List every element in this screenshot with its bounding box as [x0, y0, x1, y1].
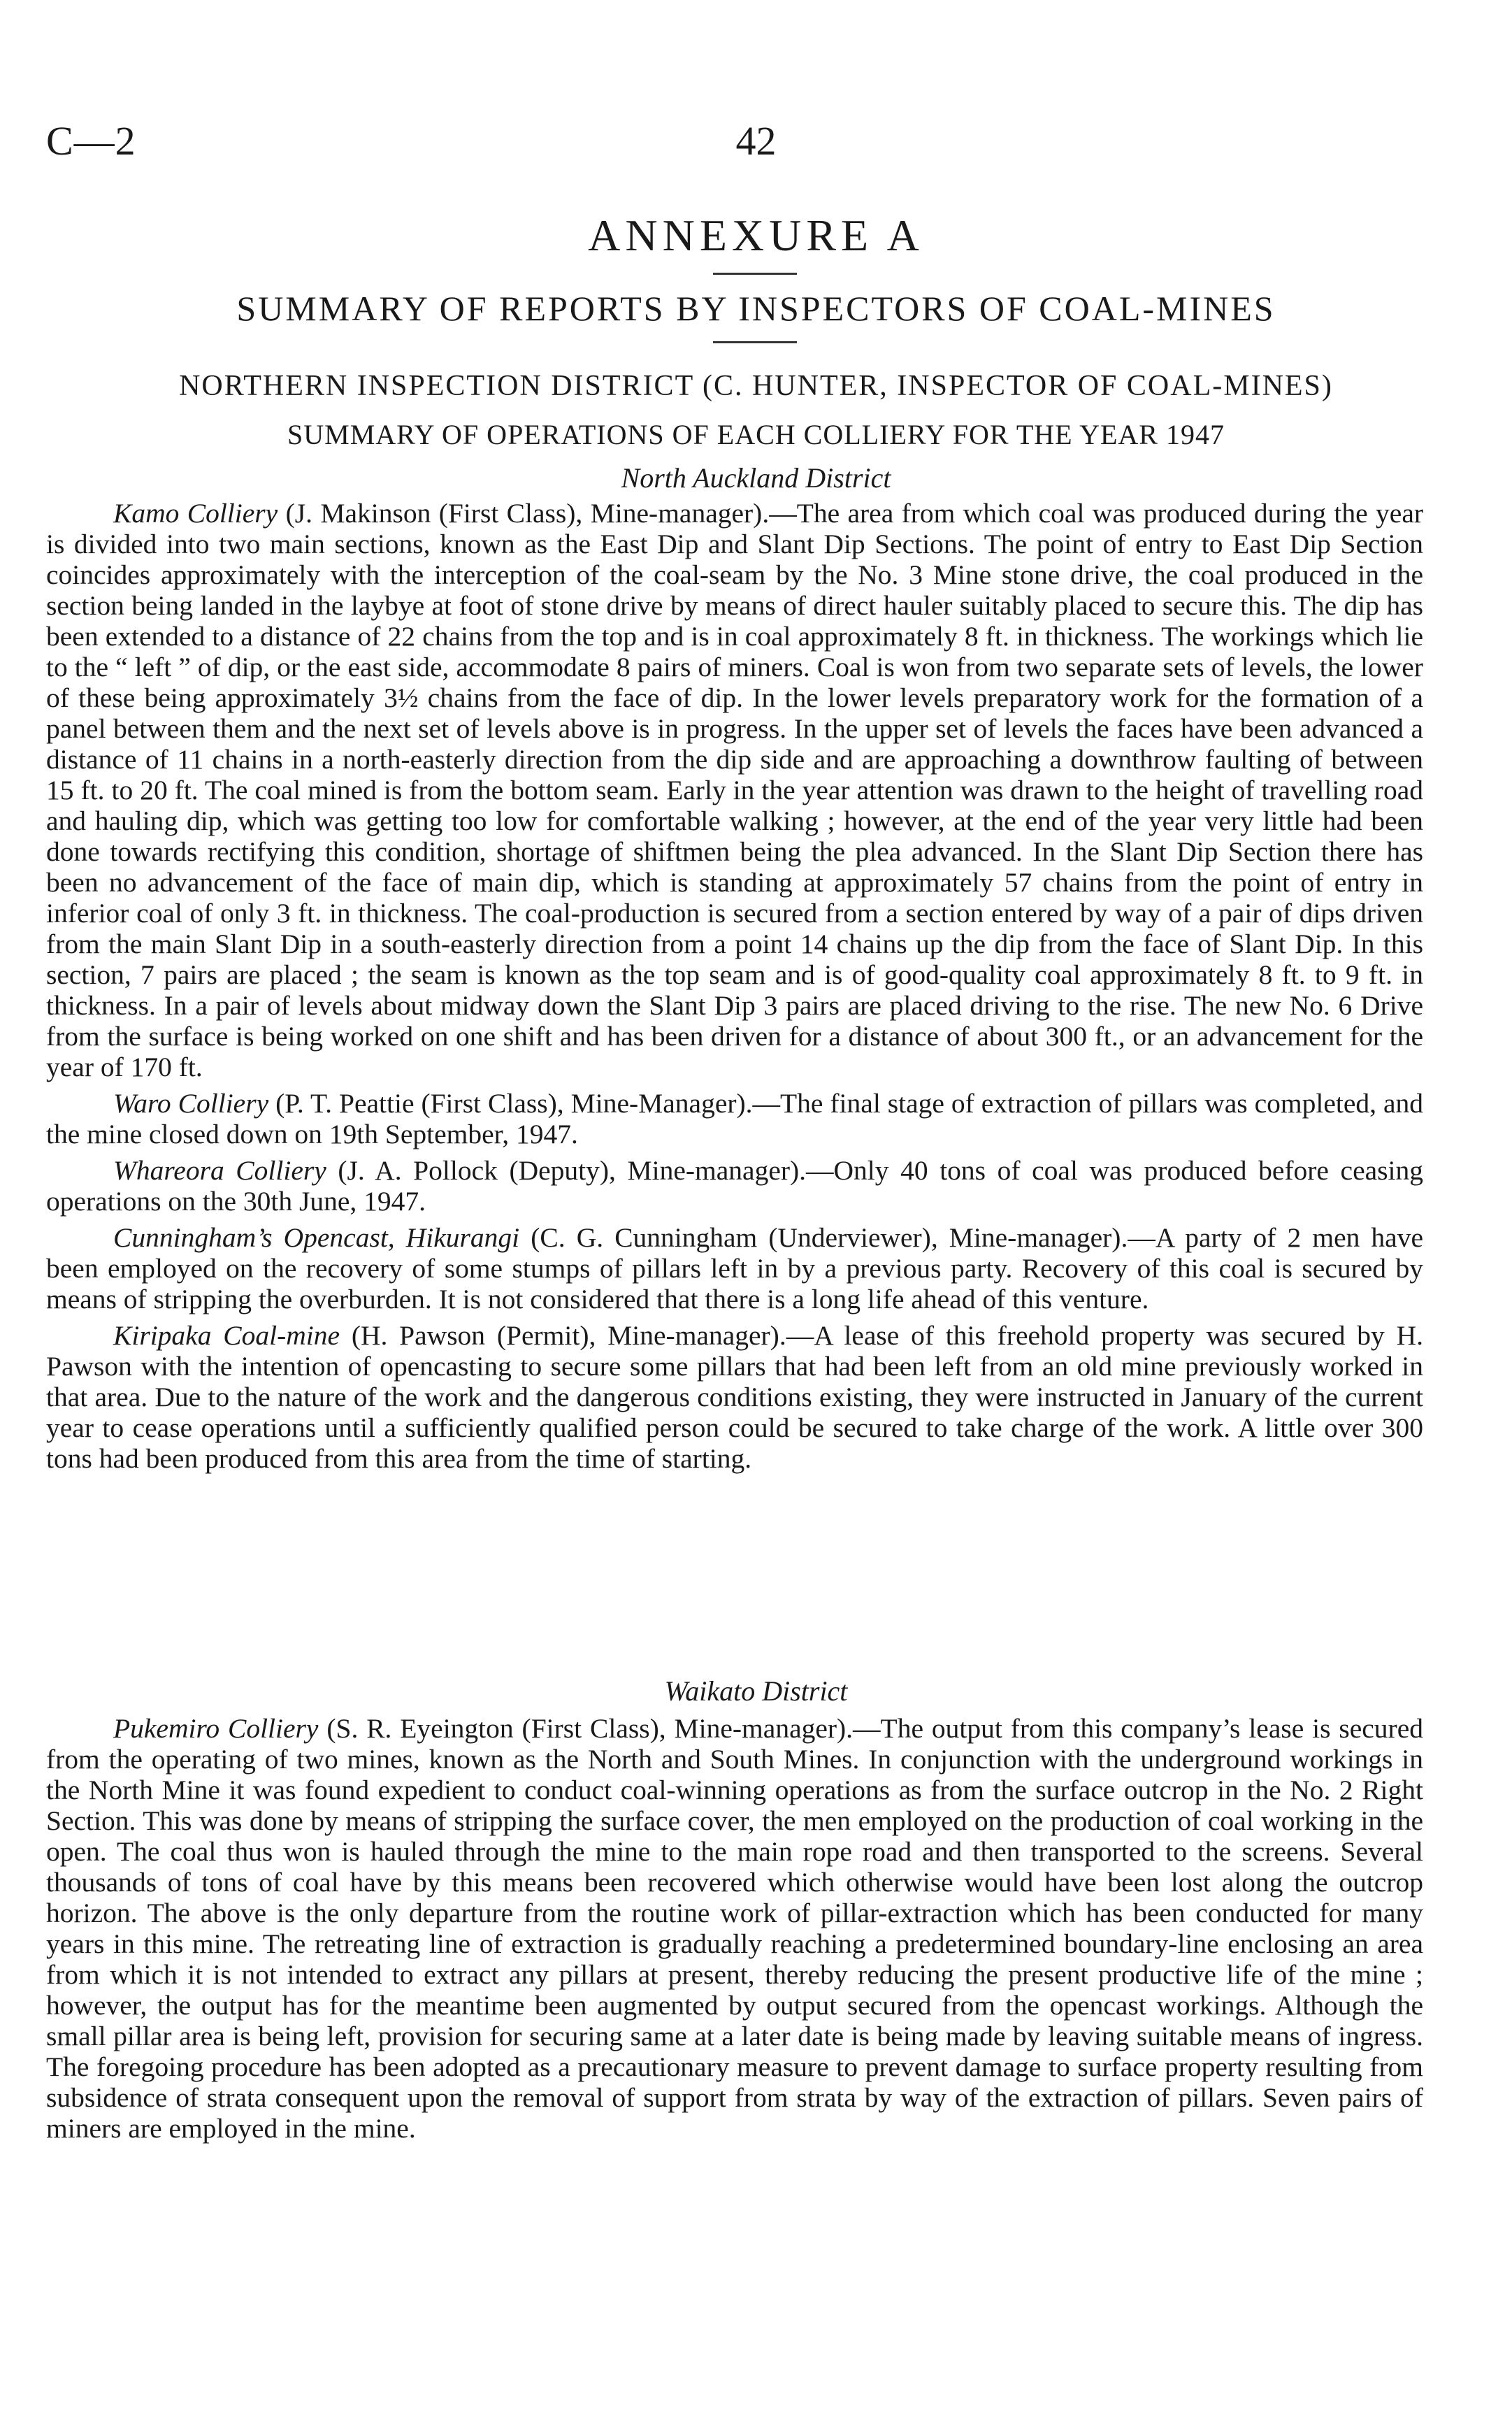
waikato-section — [46, 1713, 1423, 2149]
annexure-title: ANNEXURE A — [588, 210, 924, 260]
north-auckland-heading: North Auckland District — [621, 462, 891, 494]
district-title: NORTHERN INSPECTION DISTRICT (C. HUNTER, INSPECTOR OF COAL-MINES) — [179, 370, 1333, 402]
colliery-report-text: (C. G. Cunningham (Underviewer), Mine-manager).—A party of 2 men have been employed on the recovery of some stumps of pillars left in by a previous party. Recovery of this coal is secured by means of stripping the overburden. It is not considered that there is a long life ahead of this venture. — [46, 1222, 1423, 1314]
colliery-report — [46, 1713, 1423, 2144]
colliery-report — [46, 1155, 1423, 1217]
colliery-name: Kamo Colliery — [113, 498, 278, 529]
colliery-report-text: (P. T. Peattie (First Class), Mine-Manager).—The final stage of extraction of pillars was completed, and the mine closed down on 19th September, 1947. — [46, 1088, 1423, 1149]
colliery-report — [46, 1088, 1423, 1149]
colliery-name: Kiripaka Coal-mine — [113, 1320, 340, 1351]
colliery-report — [46, 1222, 1423, 1314]
divider-rule — [713, 273, 797, 275]
section-code: C—2 — [46, 118, 136, 164]
colliery-name: Cunningham’s Opencast, Hikurangi — [113, 1222, 520, 1253]
colliery-name: Waro Colliery — [113, 1088, 269, 1119]
colliery-report — [46, 498, 1423, 1082]
north-auckland-section — [46, 498, 1423, 1479]
colliery-name: Pukemiro Colliery — [113, 1713, 319, 1744]
waikato-heading: Waikato District — [664, 1675, 848, 1707]
colliery-report — [46, 1320, 1423, 1474]
divider-rule — [713, 341, 797, 343]
operations-title: SUMMARY OF OPERATIONS OF EACH COLLIERY FOR THE YEAR 1947 — [287, 419, 1225, 450]
colliery-name: Whareora Colliery — [113, 1155, 326, 1186]
page-number: 42 — [735, 118, 777, 164]
summary-title: SUMMARY OF REPORTS BY INSPECTORS OF COAL-MINES — [236, 289, 1276, 328]
colliery-report-text: (J. A. Pollock (Deputy), Mine-manager).—Only 40 tons of coal was produced before ceasing operations on the 30th June, 1947. — [46, 1155, 1423, 1217]
colliery-report-text: (J. Makinson (First Class), Mine-manager).—The area from which coal was produced during the year is divided into two main sections, known as the East Dip and Slant Dip Sections. The point of entry to East Dip Section coincides approximately with the interception of the coal-seam by the No. 3 Mine stone drive, the coal produced in the section being landed in the laybye at foot of stone drive by means of direct hauler suitably placed to secure this. The dip has been extended to a distance of 22 chains from the top and is in coal approximately 8 ft. in thickness. The workings which lie to the “ left ” of dip, or the east side, accommodate 8 pairs of miners. Coal is won from two separate sets of levels, the lower of these being approximately 3½ chains from the face of dip. In the lower levels preparatory work for the formation of a panel between them and the next set of levels above is in progress. In the upper set of levels the faces have been advanced a distance of 11 chains in a north-easterly direction from the dip side and are approaching a downthrow faulting of between 15 ft. to 20 ft. The coal mined is from the bottom seam. Early in the year attention was drawn to the height of travelling road and hauling dip, which was getting too low for comfortable walking ; however, at the end of the year very little had been done towards rectifying this condition, shortage of shiftmen being the plea advanced. In the Slant Dip Section there has been no advancement of the face of main dip, which is standing at approximately 57 chains from the point of entry in inferior coal of only 3 ft. in thickness. The coal-production is secured from a section entered by way of a pair of dips driven from the main Slant Dip in a south-easterly direction from a point 14 chains up the dip from the face of Slant Dip. In this section, 7 pairs are placed ; the seam is known as the top seam and is of good-quality coal approximately 8 ft. to 9 ft. in thickness. In a pair of levels about midway down the Slant Dip 3 pairs are placed driving to the rise. The new No. 6 Drive from the surface is being worked on one shift and has been driven for a distance of about 300 ft., or an advancement for the year of 170 ft. — [46, 498, 1424, 1082]
colliery-report-text: (S. R. Eyeington (First Class), Mine-manager).—The output from this company’s lease is secured from the operating of two mines, known as the North and South Mines. In conjunction with the underground workings in the North Mine it was found expedient to conduct coal-winning operations as from the surface outcrop in the No. 2 Right Section. This was done by means of stripping the surface cover, the men employed on the production of coal working in the open. The coal thus won is hauled through the mine to the main rope road and then transported to the screens. Several thousands of tons of coal have by this means been recovered which otherwise would have been lost along the outcrop horizon. The above is the only departure from the routine work of pillar-extraction which has been conducted for many years in this mine. The retreating line of extraction is gradually reaching a predetermined boundary-line enclosing an area from which it is not intended to extract any pillars at present, thereby reducing the present productive life of the mine ; however, the output has for the meantime been augmented by output secured from the opencast workings. Although the small pillar area is being left, provision for securing same at a later date is being made by leaving suitable means of ingress. The foregoing procedure has been adopted as a precautionary measure to prevent damage to surface property resulting from subsidence of strata consequent upon the removal of support from strata by way of the extraction of pillars. Seven pairs of miners are employed in the mine. — [46, 1713, 1423, 2144]
colliery-report-text: (H. Pawson (Permit), Mine-manager).—A lease of this freehold property was secured by H. Pawson with the intention of opencasting to secure some pillars that had been left from an old mine previously worked in that area. Due to the nature of the work and the dangerous conditions existing, they were instructed in January of the current year to cease operations until a sufficiently qualified person could be secured to take charge of the work. A little over 300 tons had been produced from this area from the time of starting. — [46, 1320, 1423, 1474]
